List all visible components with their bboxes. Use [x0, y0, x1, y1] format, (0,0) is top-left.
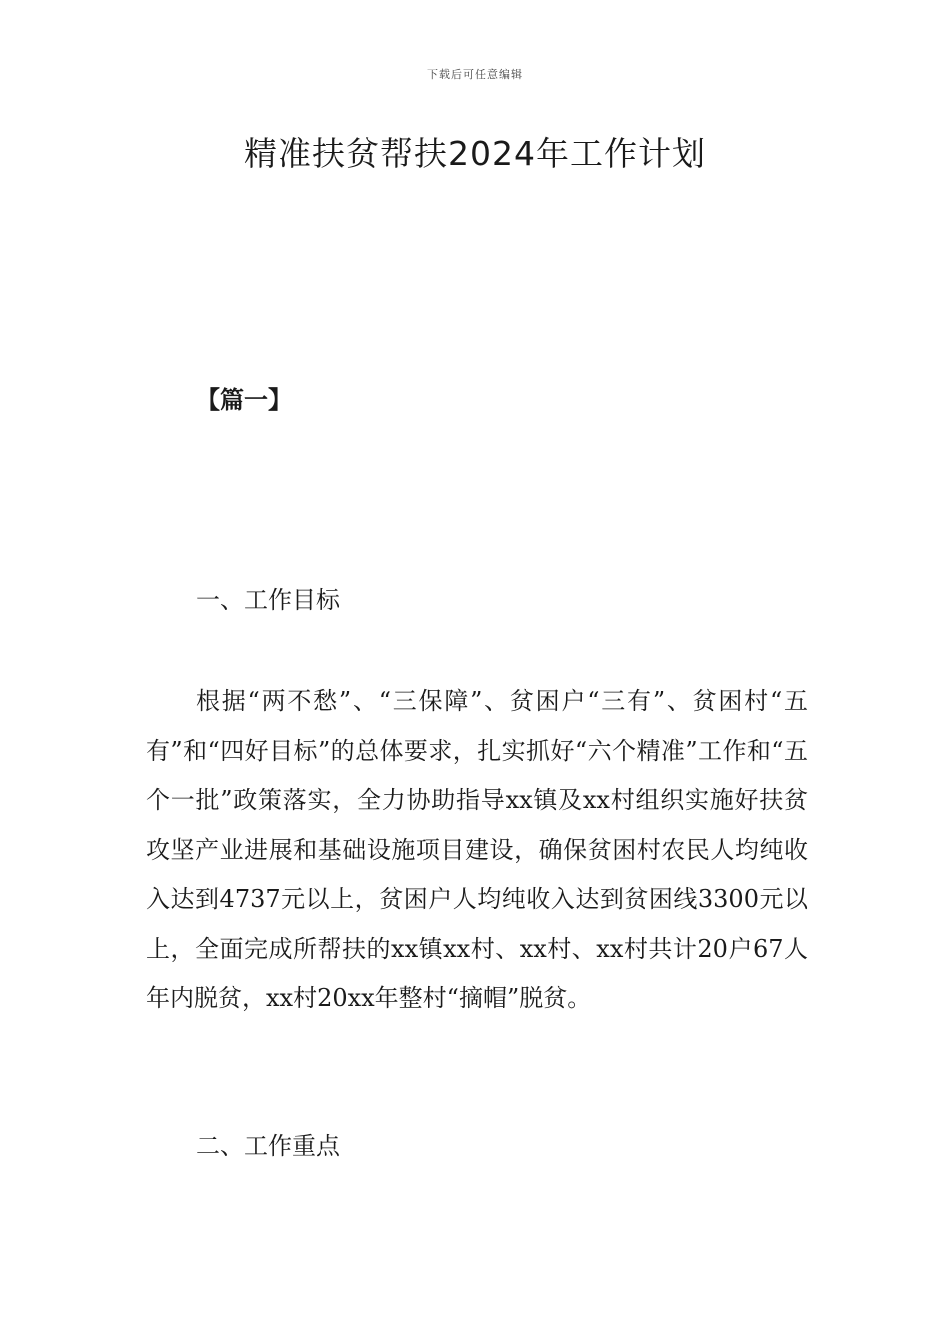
body-paragraph: 根据“两不愁”、“三保障”、贫困户“三有”、贫困村“五有”和“四好目标”的总体要求，扎实抓好“六个精准”工作和“五个一批”政策落实，全力协助指导xx镇及xx村组织实施好扶贫攻坚产业进展和基础设施项目建设，确保贫困村农民人均纯收入达到4737元以上，贫困户人均纯收入达到贫困线3300元以上，全面完成所帮扶的xx镇xx村、xx村、xx村共计20户67人年内脱贫，xx村20xx年整村“摘帽”脱贫。 — [146, 687, 808, 1012]
heading-work-focus: 二、工作重点 — [196, 1132, 340, 1160]
document-title: 精准扶贫帮扶2024年工作计划 — [244, 134, 706, 173]
heading-work-goals: 一、工作目标 — [196, 586, 340, 614]
section-label: 【篇一】 — [196, 386, 292, 414]
header-note: 下载后可任意编辑 — [427, 68, 523, 81]
